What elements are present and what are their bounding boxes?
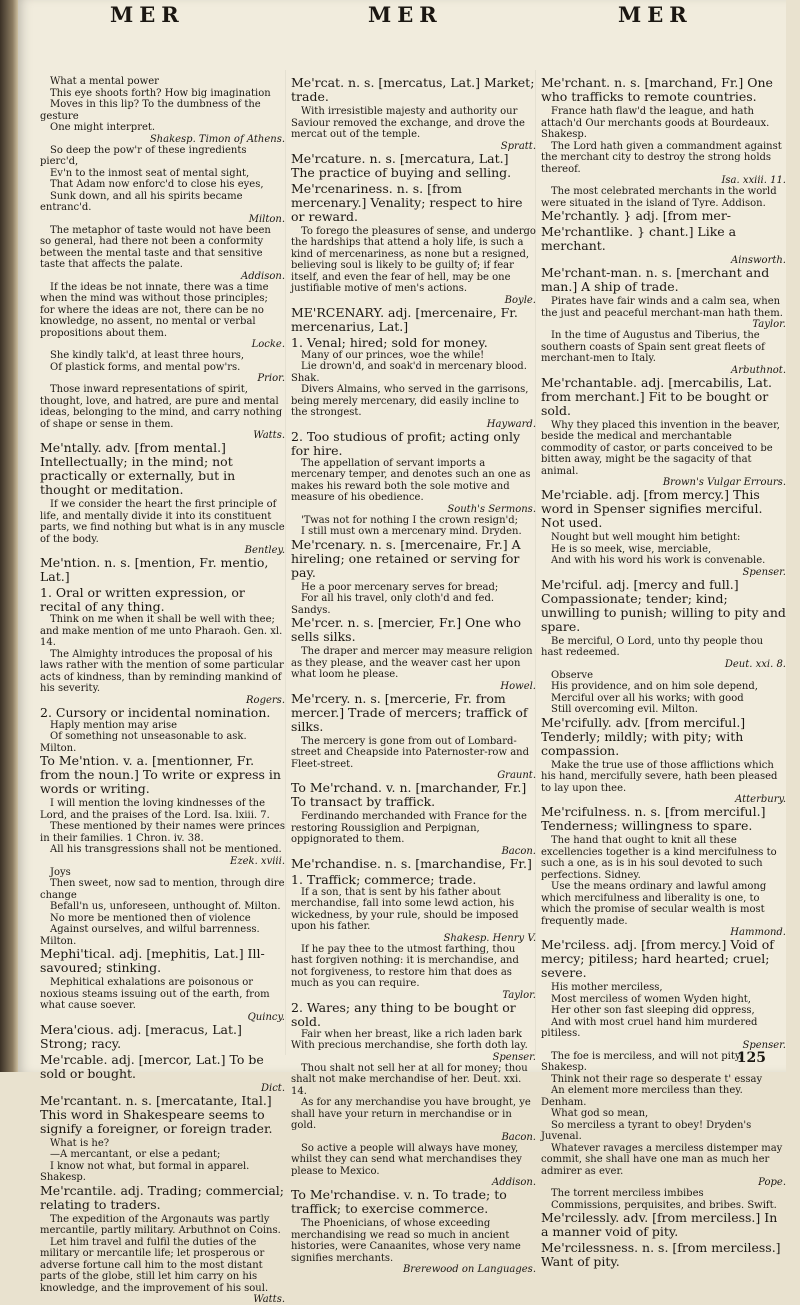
quotation-text: Joys <box>50 866 71 878</box>
quotation-source: Dict. <box>260 1082 285 1094</box>
column-right <box>541 75 786 1269</box>
running-head-left: MER <box>110 2 185 27</box>
page-number: 125 <box>736 1050 766 1066</box>
quotation-text: The Lord hath given a commandment against the merchant city to destroy the strong holds thereof. <box>541 140 782 175</box>
quotation-text: If we consider the heart the first principle of life, and mentally divide it into its constituent parts, we find nothing but what is in any muscle of the body. <box>40 499 285 545</box>
definition-sense: 1. Oral or written expression, or recital of any thing. <box>40 585 245 614</box>
quotation-text: And with his word his work is convenable. <box>551 555 766 566</box>
dictionary-entry: To Me'rchandise. v. n. To trade; to traffick; to exercise commerce. <box>291 1187 507 1216</box>
quotation-source: Bacon. <box>501 845 536 857</box>
quotation-text: He is so meek, wise, merciable, <box>551 543 712 555</box>
definition-sense: 1. Venal; hired; sold for money. <box>291 334 488 350</box>
quotation-source: Deut. xxi. 8. <box>724 658 786 670</box>
quotation-text: The most celebrated merchants in the world were situated in the island of Tyre. Addison. <box>541 186 777 209</box>
definition-sense: 2. Too studious of profit; acting only for hire. <box>291 428 521 458</box>
quotation-text: Against ourselves, and wilful barrenness. Milton. <box>40 924 260 947</box>
quotation-source: Locke. <box>251 339 285 350</box>
quotation-text: Whatever ravages a merciless distemper may commit, she shall have one man as much her admirer as ever. <box>541 1142 783 1177</box>
quotation-text: Pirates have fair winds and a calm sea, when the just and peaceful merchant-man hath them. <box>541 296 783 319</box>
quotation-text: Thou shalt not sell her at all for money; thou shalt not make merchandise of her. Deut. xxi. 14. <box>291 1062 528 1097</box>
dictionary-entry: Me'rciable. adj. [from mercy.] This word in Spenser signifies merciful. Not used. <box>541 487 763 530</box>
quotation-source: Atterbury. <box>735 794 786 805</box>
dictionary-entry: Me'rcenary. n. s. [mercenaire, Fr.] A hireling; one retained or serving for pay. <box>291 536 521 580</box>
quotation-source: Arbuthnot. <box>731 364 786 376</box>
quotation-text: Most merciless of women Wyden hight, <box>551 993 751 1005</box>
dictionary-entry: Me'rcery. n. s. [mercerie, Fr. from mercer.] Trade of mercers; traffick of silks. <box>291 690 528 734</box>
dictionary-entry: Me'rcenariness. n. s. [from mercenary.] Venality; respect to hire or reward. <box>291 180 523 224</box>
quotation-text: Still overcoming evil. Milton. <box>551 704 698 715</box>
dictionary-entry: Me'rcat. n. s. [mercatus, Lat.] Market; trade. <box>291 75 535 104</box>
dictionary-entry: Me'rcilessness. n. s. [from merciless.] Want of pity. <box>541 1240 781 1269</box>
quotation-text: Merciful over all his works; with good <box>551 692 744 704</box>
quotation-source: Quincy. <box>247 1011 285 1023</box>
quotation-text: Use the means ordinary and lawful among which mercifulness and liberality is one, to which the promise of secular wealth is most frequently made. <box>541 881 767 927</box>
quotation-source: Ezek. xviii. <box>230 855 285 867</box>
dictionary-entry: Me'rchantable. adj. [mercabilis, Lat. from merchant.] Fit to be bought or sold. <box>541 374 772 418</box>
quotation-text: What is he? <box>50 1137 110 1149</box>
quotation-text: So active a people will always have money, whilst they can send what merchandises they please to Mexico. <box>291 1142 522 1177</box>
column-middle <box>291 75 536 1275</box>
dictionary-entry: Mephi'tical. adj. [mephitis, Lat.] Ill-savoured; stinking. <box>40 946 265 975</box>
quotation-source: Milton. <box>248 213 285 225</box>
quotation-text: Ferdinando merchanded with France for the restoring Roussiglion and Perpignan, oppignorated to them. <box>291 811 527 845</box>
quotation-text: Ev'n to the inmost seat of mental sight, <box>50 167 250 179</box>
quotation-text: No more be mentioned then of violence <box>50 912 251 924</box>
quotation-source: Graunt. <box>497 770 536 781</box>
quotation-text: The hand that ought to knit all these excellencies together is a kind mercifulness to such a one, as is in his soul devoted to such perfections. Sidney. <box>541 835 777 881</box>
dictionary-entry: Me'rchant-man. n. s. [merchant and man.] A ship of trade. <box>541 265 770 294</box>
dictionary-entry: Me'rcilessly. adv. [from merciless.] In a manner void of pity. <box>541 1210 778 1239</box>
quotation-source: Howel. <box>500 680 536 692</box>
quotation-source: Brown's Vulgar Errours. <box>662 477 786 488</box>
quotation-source: Watts. <box>253 1294 285 1305</box>
definition-sense: 1. Traffick; commerce; trade. <box>291 871 477 887</box>
quotation-text: All his transgressions shall not be mentioned. <box>50 844 282 855</box>
quotation-source: Rogers. <box>246 694 285 706</box>
running-head-right: MER <box>618 2 693 27</box>
quotation-text: An element more merciless than they. Denham. <box>541 1085 743 1108</box>
dictionary-entry: ME'RCENARY. adj. [mercenaire, Fr. mercenarius, Lat.] <box>291 304 518 334</box>
quotation-text: Make the true use of those afflictions which his hand, mercifully severe, hath been pleased to lay upon thee. <box>541 759 778 794</box>
quotation-source: Boyle. <box>504 294 536 306</box>
quotation-text: As for any merchandise you have brought, ye shall have your return in merchandise or in gold. <box>291 1097 531 1131</box>
quotation-source: Pope. <box>758 1177 786 1188</box>
dictionary-entry: Me'rchandise. n. s. [marchandise, Fr.] <box>291 855 532 871</box>
quotation-text: Moves in this lip? To the dumbness of the gesture <box>40 99 261 122</box>
dictionary-entry: Me'ntally. adv. [from mental.] Intellectually; in the mind; not practically or externally, but in thought or meditation. <box>40 440 236 497</box>
dictionary-entry: Mera'cious. adj. [meracus, Lat.] Strong; racy. <box>40 1021 242 1051</box>
definition-sense: 2. Cursory or incidental nomination. <box>40 704 271 720</box>
dictionary-page <box>18 0 786 1305</box>
quotation-text: To forego the pleasures of sense, and undergo the hardships that attend a holy life, is such a kind of mercenariness, as none but a resigned, believing soul is likely to be guilty of; if fear itself, and even the fear of hell, may be one justifiable motive of men's actions. <box>291 225 536 294</box>
quotation-source: Addison. <box>241 270 285 282</box>
quotation-text: Think not their rage so desperate t' essay <box>551 1073 763 1085</box>
quotation-source: Taylor. <box>502 989 536 1001</box>
dictionary-entry: To Me'rchand. v. n. [marchander, Fr.] To transact by traffick. <box>291 780 527 809</box>
quotation-source: Spenser. <box>492 1051 536 1063</box>
quotation-text: She kindly talk'd, at least three hours, <box>50 350 245 361</box>
quotation-text: If the ideas be not innate, there was a time when the mind was without those principles; for where the ideas are not, there can be no knowledge, no assent, no mental or verbal propositions about them. <box>40 281 269 339</box>
quotation-text: The mercery is gone from out of Lombard-street and Cheapside into Paternoster-row and Fleet-street. <box>291 735 529 770</box>
quotation-text: Her other son fast sleeping did oppress, <box>551 1005 755 1016</box>
quotation-text: The torrent merciless imbibes <box>551 1188 704 1199</box>
quotation-text: The Almighty introduces the proposal of his laws rather with the mention of some particular acts of kindness, than by reminding mankind of his severity. <box>40 648 284 694</box>
quotation-text: Of plastick forms, and mental pow'rs. <box>50 361 241 373</box>
quotation-text: Be merciful, O Lord, unto thy people thou hast redeemed. <box>541 635 764 658</box>
quotation-text: The Phoenicians, of whose exceeding merchandising we read so much in ancient histories, were Canaanites, whose very name signifies merchants. <box>291 1218 521 1264</box>
definition-sense: 2. Wares; any thing to be bought or sold. <box>291 999 516 1029</box>
quotation-source: Brerewood on Languages. <box>402 1264 536 1275</box>
quotation-text: I will mention the loving kindnesses of the Lord, and the praises of the Lord. Isa. lxiii. 7. <box>40 798 270 821</box>
quotation-source: Spenser. <box>742 566 786 578</box>
quotation-text: In the time of Augustus and Tiberius, the southern coasts of Spain sent great fleets of merchant-men to Italy. <box>541 330 765 364</box>
dictionary-entry: Me'rcantile. adj. Trading; commercial; relating to traders. <box>40 1182 285 1212</box>
quotation-text: Divers Almains, who served in the garrisons, being merely mercenary, did easily incline to the strongest. <box>291 384 529 418</box>
quotation-text: With irresistible majesty and authority our Saviour removed the exchange, and drove the mercat out of the temple. <box>291 106 525 140</box>
dictionary-entry: Me'rchant. n. s. [marchand, Fr.] One who trafficks to remote countries. <box>541 75 773 104</box>
quotation-text: The expedition of the Argonauts was partly mercantile, partly military. Arbuthnot on Coins. <box>40 1213 281 1236</box>
quotation-text: If he pay thee to the utmost farthing, thou hast forgiven nothing: it is merchandise, and not forgiveness, to restore him that does as much as you can require. <box>291 943 519 989</box>
quotation-text: —A mercantant, or else a pedant; <box>50 1149 221 1160</box>
dictionary-entry: Me'rciful. adj. [mercy and full.] Compassionate; tender; kind; unwilling to punish; willing to pity and spare. <box>541 576 786 634</box>
quotation-text: This eye shoots forth? How big imagination <box>50 87 271 99</box>
quotation-text: I still must own a mercenary mind. Dryden. <box>301 526 522 537</box>
dictionary-entry: To Me'ntion. v. a. [mentionner, Fr. from the noun.] To write or express in words or writing. <box>40 753 281 796</box>
quotation-text: Why they placed this invention in the beaver, beside the medical and merchantable commodity of castor, or parts conceived to be bitten away, might be the sagacity of that animal. <box>541 419 780 477</box>
quotation-source: Isa. xxiii. 11. <box>721 175 786 186</box>
quotation-text: One might interpret. <box>50 122 156 133</box>
quotation-text: Mephitical exhalations are poisonous or noxious steams issuing out of the earth, from what cause soever. <box>40 977 270 1011</box>
dictionary-entry: Me'rcantant. n. s. [mercatante, Ital.] This word in Shakespeare seems to signify a foreigner, or foreign trader. <box>40 1092 273 1136</box>
dictionary-entry: Me'rcature. n. s. [mercatura, Lat.] The practice of buying and selling. <box>291 150 512 180</box>
quotation-text: What a mental power <box>50 76 159 87</box>
page-header <box>18 0 786 40</box>
quotation-source: Taylor. <box>752 319 786 330</box>
column-divider <box>285 70 286 1055</box>
book-binding <box>0 0 18 1072</box>
quotation-text: Sunk down, and all his spirits became entranc'd. <box>40 190 243 213</box>
quotation-source: Shakesp. Timon of Athens. <box>149 133 285 145</box>
quotation-text: And with most cruel hand him murdered pitiless. <box>541 1016 758 1039</box>
dictionary-entry: Me'rcer. n. s. [mercier, Fr.] One who sells silks. <box>291 615 522 644</box>
quotation-text: 'Twas not for nothing I the crown resign'd; <box>301 514 519 526</box>
quotation-source: Addison. <box>492 1177 536 1188</box>
quotation-source: Shakesp. Henry V. <box>443 932 536 944</box>
quotation-source: Spratt. <box>500 140 536 152</box>
running-head-center: MER <box>368 2 443 27</box>
quotation-source: Watts. <box>253 430 285 441</box>
dictionary-entry: Me'rcable. adj. [mercor, Lat.] To be sold or bought. <box>40 1051 264 1081</box>
quotation-text: Then sweet, now sad to mention, through dire change <box>40 878 285 901</box>
quotation-source: Ainsworth. <box>731 255 786 266</box>
quotation-text: So merciless a tyrant to obey! Dryden's Juvenal. <box>541 1119 752 1142</box>
quotation-text: His providence, and on him sole depend, <box>551 681 758 692</box>
quotation-text: Let him travel and fulfil the duties of the military or mercantile life; let prosperous or adverse fortune call him to the most distant parts of the globe, still let him carry on his knowledge, and the improvement of his soul. <box>40 1236 269 1294</box>
dictionary-entry: Me'rciless. adj. [from mercy.] Void of mercy; pitiless; hard hearted; cruel; severe. <box>541 937 774 980</box>
quotation-text: The draper and mercer may measure religion as they please, and the weaver cast her upon what loom he please. <box>291 646 533 680</box>
quotation-text: For all his travel, only cloth'd and fed. Sandys. <box>291 593 495 616</box>
quotation-source: Spenser. <box>742 1039 786 1051</box>
quotation-text: The metaphor of taste would not have been so general, had there not been a conformity between the mental taste and that sensitive taste that affects the palate. <box>40 224 271 270</box>
quotation-text: Many of our princes, woe the while! <box>301 349 485 361</box>
quotation-text: Lie drown'd, and soak'd in mercenary blood. Shak. <box>291 361 527 384</box>
quotation-text: Think on me when it shall be well with thee; and make mention of me unto Pharaoh. Gen. xl. 14. <box>40 614 283 648</box>
dictionary-entry: Me'rchantly. } adj. [from mer- <box>541 208 732 223</box>
quotation-text: The appellation of servant imports a mercenary temper, and denotes such an one as makes his reward both the sole motive and measure of his obedience. <box>291 457 531 503</box>
quotation-text: These mentioned by their names were princes in their families. 1 Chron. iv. 38. <box>40 821 285 844</box>
dictionary-entry: Me'rchantlike. } chant.] Like a merchant. <box>541 224 737 253</box>
quotation-text: Of something not unseasonable to ask. Milton. <box>40 731 247 754</box>
quotation-text: I know not what, but formal in apparel. Shakesp. <box>40 1160 250 1183</box>
quotation-text: That Adam now enforc'd to close his eyes, <box>50 179 264 190</box>
quotation-source: Hammond. <box>730 927 786 938</box>
quotation-text: Fair when her breast, like a rich laden bark With precious merchandise, she forth doth lay. <box>291 1028 528 1051</box>
quotation-text: The foe is merciless, and will not pity. Shakesp. <box>541 1050 743 1073</box>
quotation-source: Hayward. <box>486 418 536 430</box>
quotation-text: His mother merciless, <box>551 982 663 993</box>
quotation-source: Bacon. <box>501 1131 536 1143</box>
column-left <box>40 76 285 1305</box>
quotation-text: He a poor mercenary serves for bread; <box>301 581 499 593</box>
quotation-text: What god so mean, <box>551 1108 649 1119</box>
dictionary-entry: Me'rcifulness. n. s. [from merciful.] Tenderness; willingness to spare. <box>541 804 766 833</box>
quotation-text: Haply mention may arise <box>50 719 178 731</box>
quotation-text: Observe <box>551 669 593 681</box>
quotation-text: If a son, that is sent by his father about merchandise, fall into some lewd action, his wickedness, by your rule, should be imposed upon his father. <box>291 886 519 932</box>
quotation-text: Nought but well mought him betight: <box>551 532 741 543</box>
quotation-text: Commissions, perquisites, and bribes. Swift. <box>551 1199 777 1211</box>
quotation-source: Bentley. <box>244 545 285 556</box>
quotation-source: Prior. <box>257 373 285 384</box>
dictionary-entry: Me'ntion. n. s. [mention, Fr. mentio, Lat.] <box>40 555 269 584</box>
dictionary-entry: Me'rcifully. adv. [from merciful.] Tenderly; mildly; with pity; with compassion. <box>541 714 746 758</box>
quotation-text: France hath flaw'd the league, and hath attach'd Our merchants goods at Bourdeaux. Shakesp. <box>541 106 770 140</box>
quotation-source: South's Sermons. <box>447 503 536 515</box>
quotation-text: So deep the pow'r of these ingredients pierc'd, <box>40 144 247 167</box>
quotation-text: Those inward representations of spirit, thought, love, and hatred, are pure and mental ideas, belonging to the mind, and carry nothing of shape or sense in them. <box>40 384 283 430</box>
quotation-text: Befall'n us, unforeseen, unthought of. Milton. <box>50 901 281 912</box>
